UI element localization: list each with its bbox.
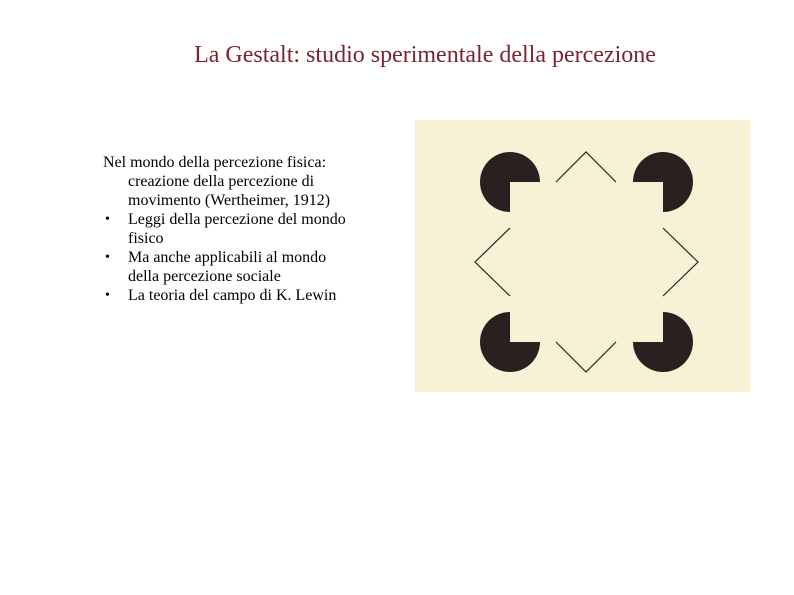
intro-line-2: creazione della percezione di (128, 173, 315, 190)
bullet-list (103, 210, 413, 305)
chevron-right (663, 228, 698, 296)
kanizsa-illusion-figure (415, 120, 750, 392)
intro-paragraph (103, 153, 413, 210)
slide-body (103, 153, 413, 305)
bullet-line-1: La teoria del campo di K. Lewin (128, 287, 337, 304)
bullet-icon: • (105, 288, 110, 303)
intro-line-1: Nel mondo della percezione fisica: (103, 154, 327, 171)
bullet-line-2: fisico (128, 230, 164, 247)
bullet-line-2: della percezione sociale (128, 268, 281, 285)
chevron-left (475, 228, 510, 296)
kanizsa-illusory-square-icon (415, 120, 750, 392)
bullet-item (103, 286, 413, 305)
bullet-line-1: Ma anche applicabili al mondo (128, 249, 327, 266)
chevron-top (556, 152, 616, 182)
pacman-disc-bottom-right (633, 312, 693, 372)
bullet-item (103, 210, 413, 248)
bullet-item (103, 248, 413, 286)
bullet-icon: • (105, 212, 110, 227)
pacman-disc-top-right (633, 152, 693, 212)
pacman-disc-top-left (480, 152, 540, 212)
intro-line-3: movimento (Wertheimer, 1912) (128, 192, 331, 209)
bullet-icon: • (105, 250, 110, 265)
chevron-bottom (556, 342, 616, 372)
pacman-disc-bottom-left (480, 312, 540, 372)
bullet-line-1: Leggi della percezione del mondo (128, 211, 346, 228)
slide-title: La Gestalt: studio sperimentale della percezione (194, 42, 656, 68)
